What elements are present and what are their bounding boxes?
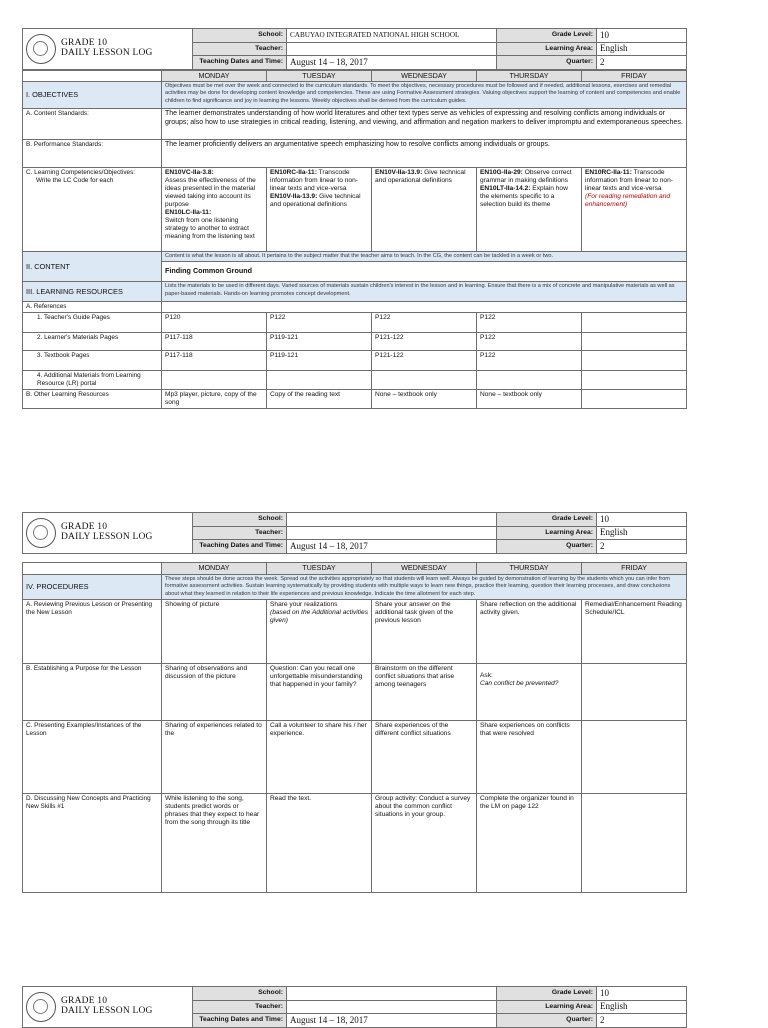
teacher-label: Teacher: <box>193 42 287 56</box>
procedure-b-monday: Sharing of observations and discussion of the picture <box>162 664 267 721</box>
objectives-label: I. OBJECTIVES <box>23 82 162 109</box>
lm-friday <box>582 333 687 351</box>
grade-value: 10 <box>597 987 687 1001</box>
tg-thursday: P122 <box>477 313 582 333</box>
tb-wednesday: P121-122 <box>372 351 477 371</box>
log-title: GRADE 10 DAILY LESSON LOG <box>61 995 153 1016</box>
lr-label: 4. Additional Materials from Learning Resource (LR) portal <box>23 371 162 390</box>
procedure-d-tuesday: Read the text. <box>267 794 372 893</box>
competency-wednesday: EN10V-IIa-13.9: Give technical and operational definitions <box>372 168 477 252</box>
day-wednesday: WEDNESDAY <box>372 71 477 82</box>
procedure-c-monday: Sharing of experiences related to the <box>162 721 267 794</box>
teacher-value <box>287 526 497 540</box>
day-thursday: THURSDAY <box>477 563 582 575</box>
days-corner <box>23 71 162 82</box>
competency-tuesday: EN10RC-IIa-11: Transcode information from linear to non-linear texts and vice-versa EN10V-IIa-13.9: Give technical and operational definitions <box>267 168 372 252</box>
lr-wednesday <box>372 371 477 390</box>
header-block-1 <box>22 28 686 70</box>
lr-thursday <box>477 371 582 390</box>
procedure-a-friday: Remedial/Enhancement Reading Schedule/ICL <box>582 600 687 664</box>
area-value: English <box>597 526 687 540</box>
procedure-b-label: B. Establishing a Purpose for the Lesson <box>23 664 162 721</box>
procedures-table <box>22 562 686 893</box>
content-standards-label: A. Content Standards: <box>23 109 162 140</box>
area-value: English <box>597 42 687 56</box>
teacher-label: Teacher: <box>193 1000 287 1014</box>
deped-seal-icon <box>26 34 56 64</box>
other-friday <box>582 390 687 409</box>
day-wednesday: WEDNESDAY <box>372 563 477 575</box>
school-value: CABUYAO INTEGRATED NATIONAL HIGH SCHOOL <box>287 29 497 43</box>
grade-label: Grade Level: <box>497 29 597 43</box>
performance-standards-text: The learner proficiently delivers an argumentative speech emphasizing how to resolve conflicts among individuals or groups. <box>162 140 687 168</box>
log-title: GRADE 10 DAILY LESSON LOG <box>61 521 153 542</box>
teacher-value <box>287 1000 497 1014</box>
header-block-3 <box>22 986 686 1028</box>
content-note: Content is what the lesson is all about. It pertains to the subject matter that the teacher aims to teach. In the CG, the content can be tackled in a week or two. <box>162 252 687 262</box>
competencies-label: C. Learning Competencies/Objectives: Write the LC Code for each <box>23 168 162 252</box>
area-label: Learning Area: <box>497 42 597 56</box>
lm-wednesday: P121-122 <box>372 333 477 351</box>
quarter-label: Quarter: <box>497 1014 597 1028</box>
procedure-c-thursday: Share experiences on conflicts that were resolved <box>477 721 582 794</box>
dates-value: August 14 – 18, 2017 <box>287 56 497 70</box>
tb-thursday: P122 <box>477 351 582 371</box>
procedure-b-tuesday: Question: Can you recall one unforgettable misunderstanding that happened in your family? <box>267 664 372 721</box>
procedures-label: IV. PROCEDURES <box>23 575 162 600</box>
content-value: Finding Common Ground <box>162 262 687 282</box>
quarter-label: Quarter: <box>497 56 597 70</box>
dates-value: August 14 – 18, 2017 <box>287 1014 497 1028</box>
teacher-label: Teacher: <box>193 526 287 540</box>
tg-monday: P120 <box>162 313 267 333</box>
procedure-c-wednesday: Share experiences of the different conflict situations <box>372 721 477 794</box>
procedure-c-label: C. Presenting Examples/Instances of the Lesson <box>23 721 162 794</box>
lm-label: 2. Learner's Materials Pages <box>23 333 162 351</box>
dates-label: Teaching Dates and Time: <box>193 1014 287 1028</box>
objectives-note: Objectives must be met over the week and connected to the curriculum standards. To meet the objectives, necessary procedures must be followed and if needed, additional lessons, exercises and remedial activities may be done for developing content knowledge and competencies. These are using Formative Assessment strategies. Valuing objectives support the learning of content and competencies and enable children to find significance and joy in learning the lessons. Weekly objectives shall be derived from the curriculum guides. <box>162 82 687 109</box>
day-tuesday: TUESDAY <box>267 71 372 82</box>
lr-tuesday <box>267 371 372 390</box>
school-value-blank <box>287 513 497 527</box>
day-monday: MONDAY <box>162 71 267 82</box>
procedure-d-label: D. Discussing New Concepts and Practicing New Skills #1 <box>23 794 162 893</box>
procedure-d-wednesday: Group activity: Conduct a survey about the common conflict situations in your group. <box>372 794 477 893</box>
quarter-value: 2 <box>597 1014 687 1028</box>
procedure-c-friday <box>582 721 687 794</box>
quarter-value: 2 <box>597 56 687 70</box>
tb-monday: P117-118 <box>162 351 267 371</box>
deped-seal-icon <box>26 992 56 1022</box>
procedure-d-monday: While listening to the song, students predict words or phrases that they expect to hear from the song through its title <box>162 794 267 893</box>
grade-label: Grade Level: <box>497 987 597 1001</box>
logo-cell <box>23 513 193 554</box>
competency-thursday: EN10G-IIa-29: Observe correct grammar in making definitions EN10LT-IIa-14.2: Explain how the elements specific to a selection build its theme <box>477 168 582 252</box>
other-tuesday: Copy of the reading text <box>267 390 372 409</box>
school-label: School: <box>193 987 287 1001</box>
tg-label: 1. Teacher's Guide Pages <box>23 313 162 333</box>
objectives-table <box>22 70 686 409</box>
grade-label: Grade Level: <box>497 513 597 527</box>
school-label: School: <box>193 513 287 527</box>
school-value-blank <box>287 987 497 1001</box>
logo-cell <box>23 987 193 1028</box>
header-block-2 <box>22 512 686 554</box>
quarter-label: Quarter: <box>497 540 597 554</box>
day-tuesday: TUESDAY <box>267 563 372 575</box>
lm-thursday: P122 <box>477 333 582 351</box>
day-monday: MONDAY <box>162 563 267 575</box>
area-label: Learning Area: <box>497 526 597 540</box>
dates-value: August 14 – 18, 2017 <box>287 540 497 554</box>
content-standards-text: The learner demonstrates understanding of how world literatures and other text types serve as vehicles of expressing and resolving conflicts among individuals or groups; also how to use strategies in critical reading, listening, and viewing, and affirmation and negation markers to deliver impromptu and extemporaneous speeches. <box>162 109 687 140</box>
performance-standards-label: B. Performance Standards: <box>23 140 162 168</box>
area-value: English <box>597 1000 687 1014</box>
procedure-a-thursday: Share reflection on the additional activity given. <box>477 600 582 664</box>
grade-value: 10 <box>597 513 687 527</box>
dates-label: Teaching Dates and Time: <box>193 540 287 554</box>
tb-tuesday: P119-121 <box>267 351 372 371</box>
procedure-c-tuesday: Call a volunteer to share his / her experience. <box>267 721 372 794</box>
lm-tuesday: P119-121 <box>267 333 372 351</box>
lr-monday <box>162 371 267 390</box>
procedure-b-thursday: Ask: Can conflict be prevented? <box>477 664 582 721</box>
procedure-d-friday <box>582 794 687 893</box>
procedure-a-label: A. Reviewing Previous Lesson or Presenting the New Lesson <box>23 600 162 664</box>
other-thursday: None – textbook only <box>477 390 582 409</box>
procedure-a-monday: Showing of picture <box>162 600 267 664</box>
other-wednesday: None – textbook only <box>372 390 477 409</box>
days-corner <box>23 563 162 575</box>
references-spacer <box>162 302 687 313</box>
school-label: School: <box>193 29 287 43</box>
day-friday: FRIDAY <box>582 563 687 575</box>
resources-label: III. LEARNING RESOURCES <box>23 282 162 302</box>
procedure-b-friday <box>582 664 687 721</box>
tb-label: 3. Textbook Pages <box>23 351 162 371</box>
other-resources-label: B. Other Learning Resources <box>23 390 162 409</box>
day-thursday: THURSDAY <box>477 71 582 82</box>
lr-friday <box>582 371 687 390</box>
day-friday: FRIDAY <box>582 71 687 82</box>
content-label: II. CONTENT <box>23 252 162 282</box>
procedure-d-thursday: Complete the organizer found in the LM on page 122 <box>477 794 582 893</box>
tg-wednesday: P122 <box>372 313 477 333</box>
competency-monday: EN10VC-IIa-3.8: Assess the effectiveness of the ideas presented in the material viewed taking into account its purpose EN10LC-IIa-11: Switch from one listening strategy to another to extract meaning from the listening text <box>162 168 267 252</box>
tb-friday <box>582 351 687 371</box>
log-title: GRADE 10 DAILY LESSON LOG <box>61 37 153 58</box>
other-monday: Mp3 player, picture, copy of the song <box>162 390 267 409</box>
quarter-value: 2 <box>597 540 687 554</box>
competency-friday: EN10RC-IIa-11: Transcode information from linear to non-linear texts and vice-versa (For reading remediation and enhancement) <box>582 168 687 252</box>
procedure-a-tuesday: Share your realizations (based on the Additional activities given) <box>267 600 372 664</box>
procedure-a-wednesday: Share your answer on the additional task given of the previous lesson <box>372 600 477 664</box>
lm-monday: P117-118 <box>162 333 267 351</box>
deped-seal-icon <box>26 518 56 548</box>
logo-cell <box>23 29 193 70</box>
tg-tuesday: P122 <box>267 313 372 333</box>
area-label: Learning Area: <box>497 1000 597 1014</box>
procedures-note: These steps should be done across the week. Spread out the activities appropriately so that students will learn well. Always be guided by demonstration of learning by the students which you can infer from formative assessment activities. Sustain learning systematically by providing students with multiple ways to learn new things, practice their learning, question their learning processes, and draw conclusions about what they learned in relation to their life experiences and previous knowledge. Indicate the time allotment for each step. <box>162 575 687 600</box>
procedure-b-wednesday: Brainstorm on the different conflict situations that arise among teenagers <box>372 664 477 721</box>
tg-friday <box>582 313 687 333</box>
teacher-value <box>287 42 497 56</box>
grade-value: 10 <box>597 29 687 43</box>
dates-label: Teaching Dates and Time: <box>193 56 287 70</box>
resources-note: Lists the materials to be used in different days. Varied sources of materials sustain children's interest in the lesson and in learning. Ensure that there is a mix of concrete and manipulative materials as well as paper-based materials. Hands-on learning promotes concept development. <box>162 282 687 302</box>
references-label: A. References <box>23 302 162 313</box>
